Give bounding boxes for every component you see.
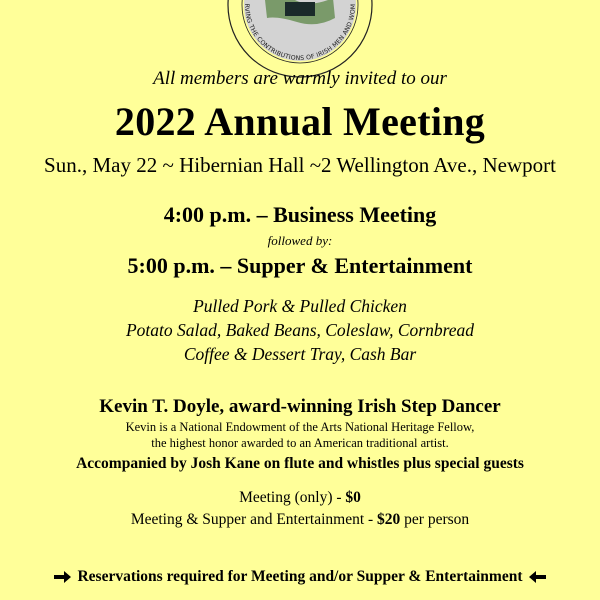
menu-item: Potato Salad, Baked Beans, Coleslaw, Cornbread	[125, 320, 475, 340]
performer-bio-line: the highest honor awarded to an American traditional artist.	[151, 436, 449, 450]
price-meeting-only	[0, 489, 600, 507]
price-suffix: per person	[400, 511, 470, 528]
arrow-left-icon	[528, 570, 546, 584]
invitation-line: All members are warmly invited to our	[153, 68, 447, 89]
followed-by-label: followed by:	[267, 233, 333, 248]
price-label: Meeting (only) -	[239, 489, 346, 506]
menu-item: Coffee & Dessert Tray, Cash Bar	[183, 344, 417, 364]
performer-headline: Kevin T. Doyle, award-winning Irish Step Dancer	[99, 396, 501, 417]
business-meeting-time: 4:00 p.m. – Business Meeting	[163, 202, 437, 227]
performer-bio-line: Kevin is a National Endowment of the Arts National Heritage Fellow,	[125, 420, 475, 434]
menu-item: Pulled Pork & Pulled Chicken	[193, 296, 407, 316]
seal-arc-text: RVING THE CONTRIBUTIONS OF IRISH MEN AND WOM	[242, 3, 358, 63]
supper-time: 5:00 p.m. – Supper & Entertainment	[127, 253, 473, 278]
page-title: 2022 Annual Meeting	[114, 99, 486, 144]
price-amount: $20	[377, 511, 401, 528]
price-meeting-supper	[0, 511, 600, 529]
reservation-text: Reservations required for Meeting and/or Supper & Entertainment	[77, 568, 523, 585]
reservation-notice	[0, 568, 600, 586]
arrow-right-icon	[54, 570, 72, 584]
price-amount: $0	[345, 489, 361, 506]
price-label: Meeting & Supper and Entertainment -	[130, 511, 378, 528]
date-location: Sun., May 22 ~ Hibernian Hall ~2 Wellington Ave., Newport	[44, 153, 556, 177]
accompaniment-line: Accompanied by Josh Kane on flute and whistles plus special guests	[76, 455, 524, 472]
